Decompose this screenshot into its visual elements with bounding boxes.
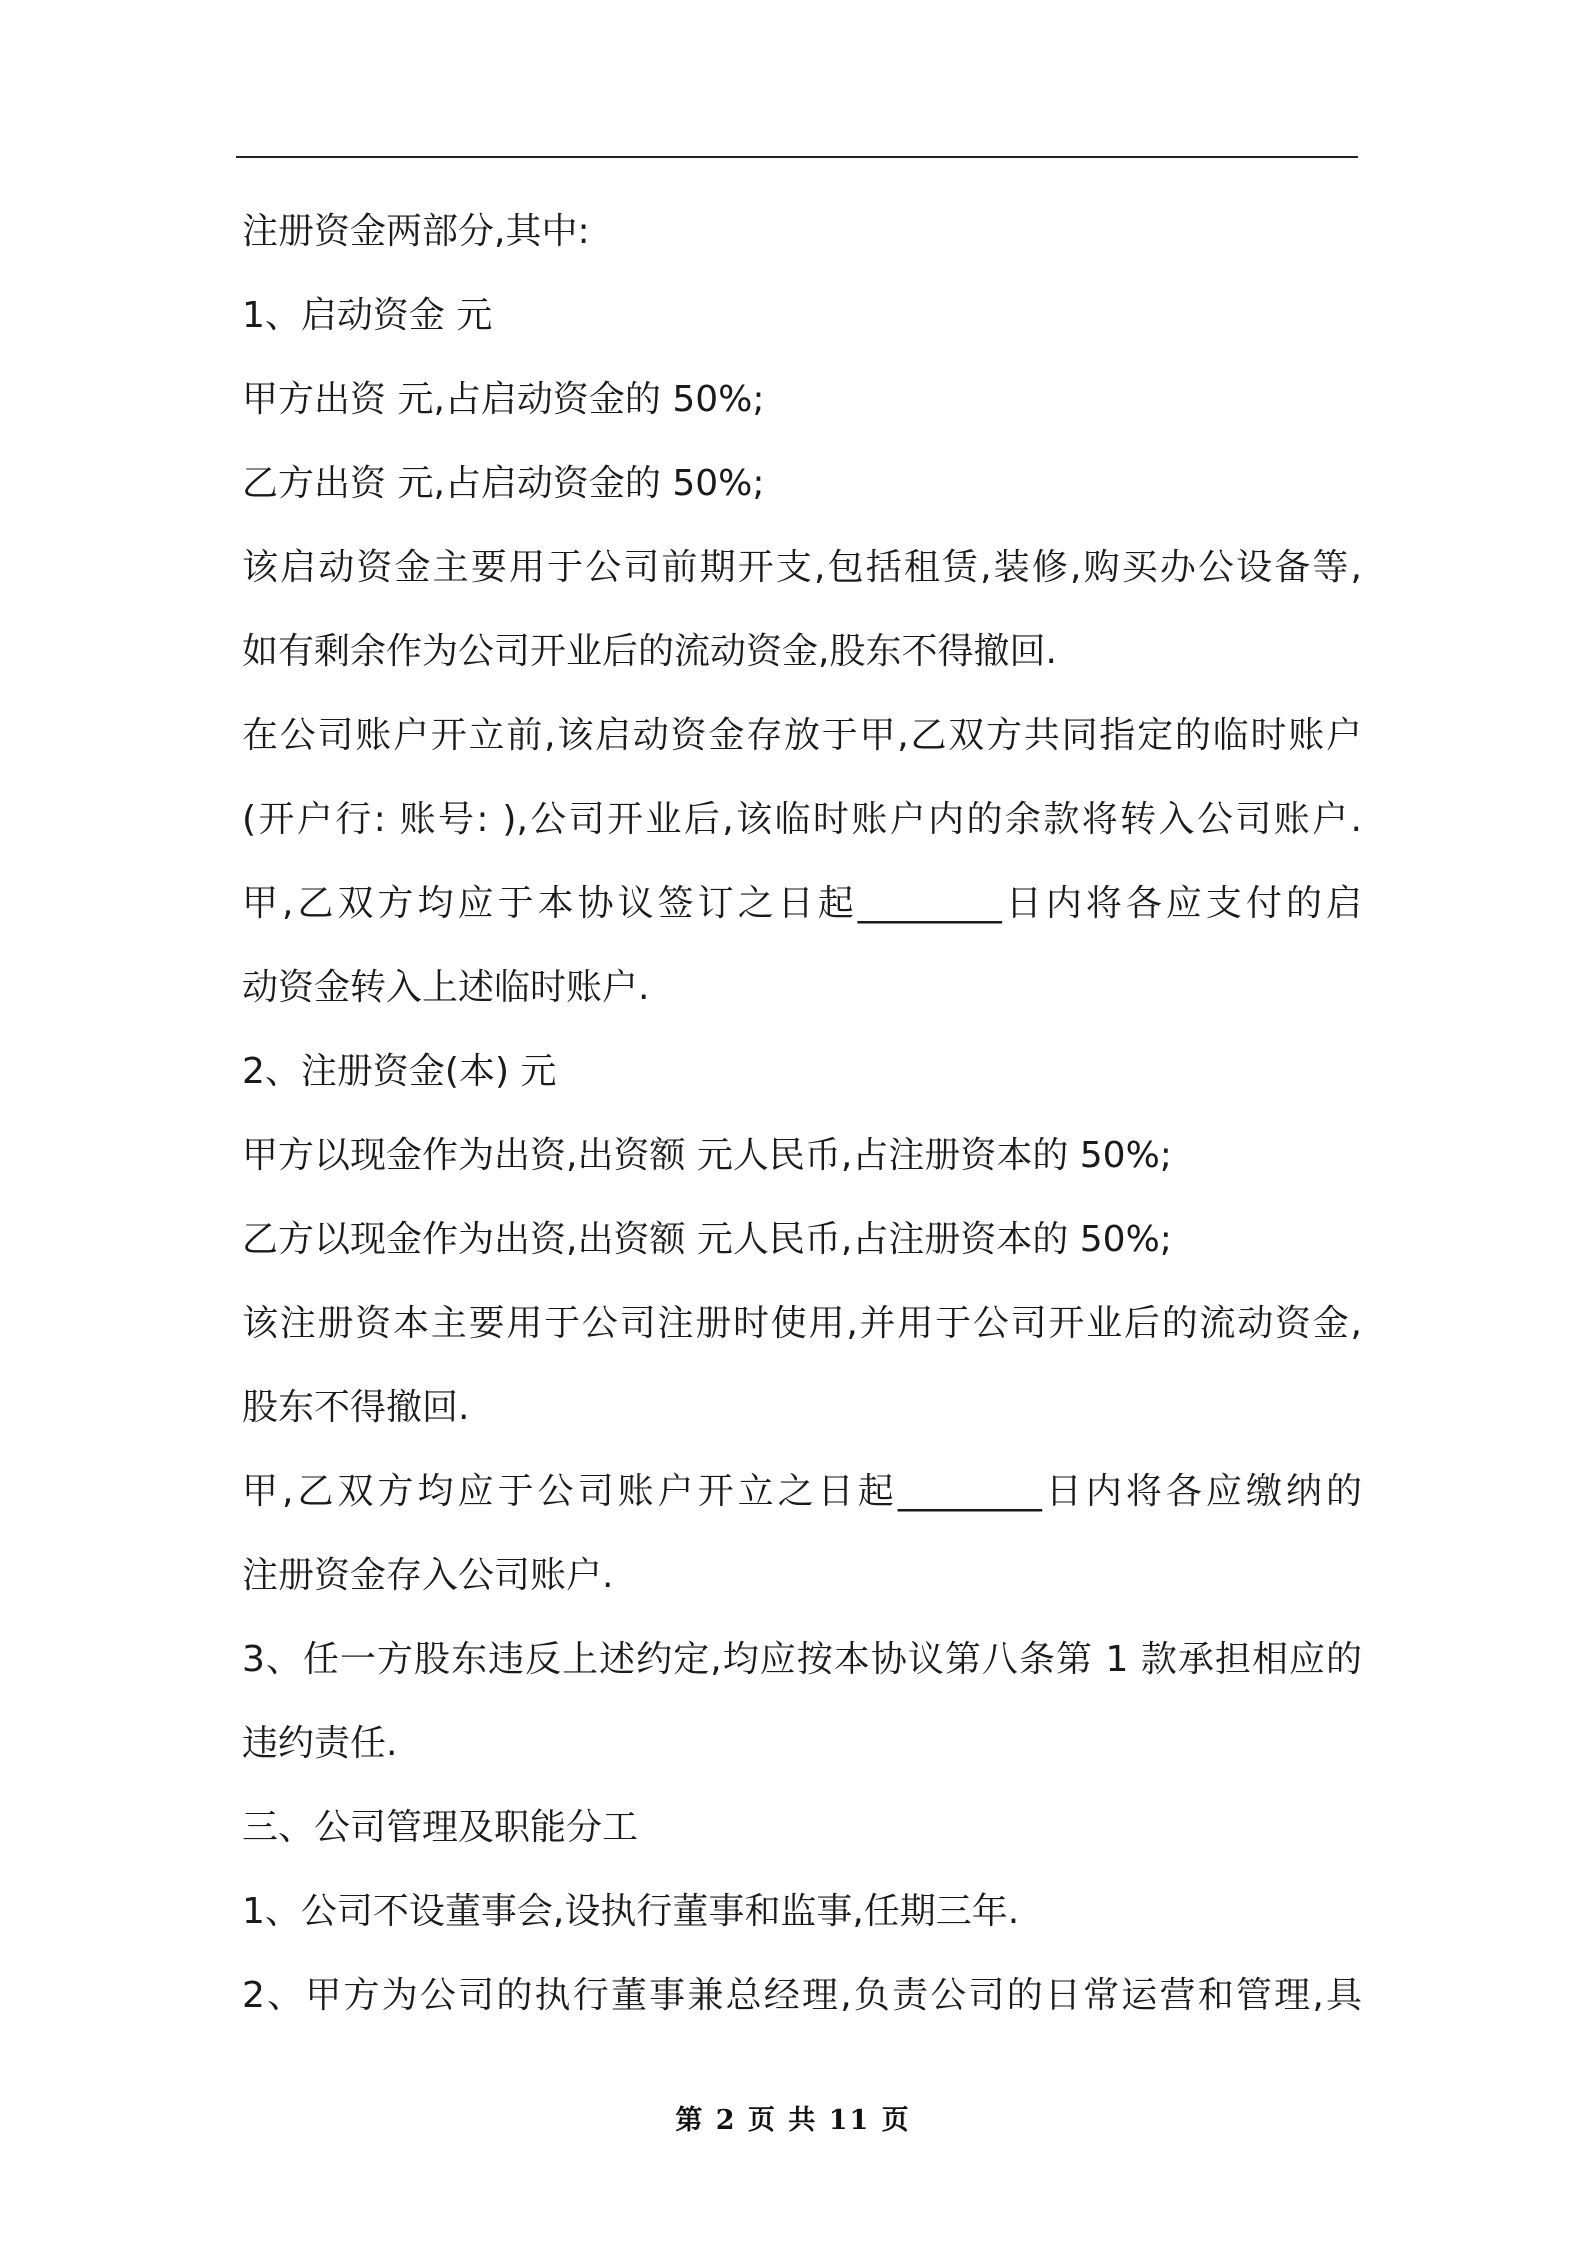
- text-line: 注册资金两部分,其中:: [242, 211, 590, 252]
- text-line: 乙方以现金作为出资,出资额 元人民币,占注册资本的 50%;: [242, 1219, 1172, 1260]
- text-line: 该启动资金主要用于公司前期开支,包括租赁,装修,购买办公设备等,: [242, 547, 1362, 588]
- text-line: 注册资金存入公司账户.: [242, 1555, 614, 1596]
- text-line: 在公司账户开立前,该启动资金存放于甲,乙双方共同指定的临时账户: [242, 715, 1362, 756]
- text-line: (开户行: 账号: ),公司开业后,该临时账户内的余款将转入公司账户.: [242, 799, 1362, 840]
- text-line: 该注册资本主要用于公司注册时使用,并用于公司开业后的流动资金,: [242, 1303, 1362, 1344]
- header-rule: [236, 156, 1358, 158]
- text-line: 1、公司不设董事会,设执行董事和监事,任期三年.: [242, 1891, 1020, 1932]
- document-body: [242, 190, 1362, 2038]
- text-line: 违约责任.: [242, 1723, 398, 1764]
- text-line: 甲方以现金作为出资,出资额 元人民币,占注册资本的 50%;: [242, 1135, 1172, 1176]
- text-line: 乙方出资 元,占启动资金的 50%;: [242, 463, 765, 504]
- page-number: 第 2 页 共 11 页: [675, 2105, 911, 2136]
- text-line: 三、公司管理及职能分工: [242, 1807, 639, 1848]
- text-line: 3、任一方股东违反上述约定,均应按本协议第八条第 1 款承担相应的: [242, 1639, 1362, 1680]
- text-line: 甲方出资 元,占启动资金的 50%;: [242, 379, 765, 420]
- text-line: 甲,乙双方均应于公司账户开立之日起________日内将各应缴纳的: [242, 1471, 1362, 1512]
- text-line: 2、注册资金(本) 元: [242, 1051, 557, 1092]
- text-line: 1、启动资金 元: [242, 295, 493, 336]
- text-line: 股东不得撤回.: [242, 1387, 470, 1428]
- text-line: 2、甲方为公司的执行董事兼总经理,负责公司的日常运营和管理,具: [242, 1975, 1362, 2016]
- text-line: 甲,乙双方均应于本协议签订之日起________日内将各应支付的启: [242, 883, 1362, 924]
- text-line: 动资金转入上述临时账户.: [242, 967, 650, 1008]
- text-line: 如有剩余作为公司开业后的流动资金,股东不得撤回.: [242, 631, 1057, 672]
